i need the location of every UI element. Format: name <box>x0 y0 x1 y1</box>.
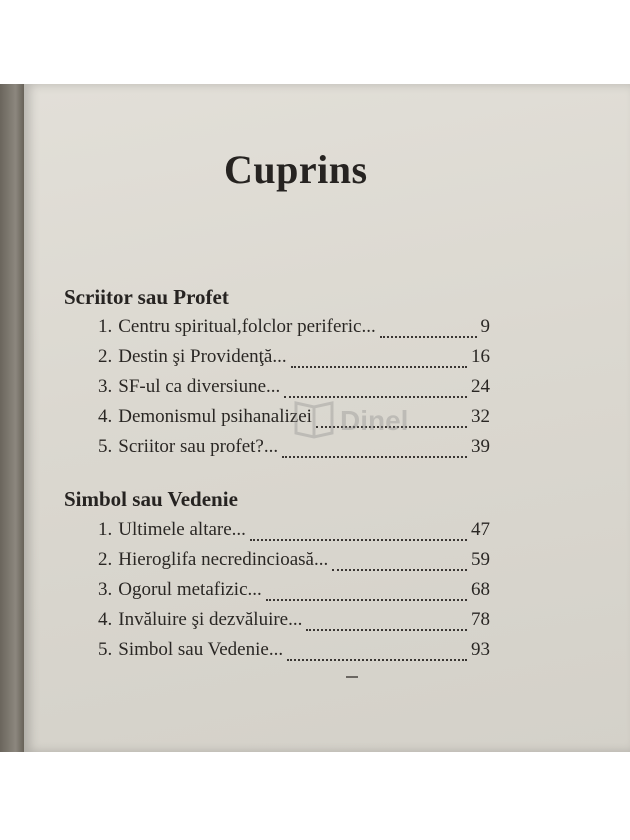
entry-page-number: 24 <box>471 376 490 397</box>
dot-leader <box>380 334 477 338</box>
entry-page-number: 32 <box>471 406 490 427</box>
dot-leader <box>291 364 467 368</box>
page-mark <box>346 676 358 678</box>
dot-leader <box>287 657 467 661</box>
entry-number: 3. <box>98 376 113 397</box>
entry-title: Demonismul psihanalizei <box>118 406 312 427</box>
toc-entry <box>98 609 490 639</box>
book-icon <box>290 393 338 441</box>
dot-leader <box>306 627 467 631</box>
book-spine <box>0 84 26 752</box>
watermark <box>290 377 440 447</box>
entry-number: 4. <box>98 609 113 630</box>
section-2-list <box>98 519 490 669</box>
dot-leader <box>332 567 467 571</box>
entry-title: Ultimele altare... <box>118 519 246 540</box>
toc-entry <box>98 519 490 549</box>
entry-number: 5. <box>98 639 113 660</box>
book-page <box>24 84 630 752</box>
watermark-text: Dinel <box>340 405 409 436</box>
entry-title: Scriitor sau profet?... <box>118 436 279 457</box>
book-photo <box>0 84 630 752</box>
toc-entry <box>98 549 490 579</box>
toc-entry <box>98 346 490 376</box>
entry-title: Hieroglifa necredincioasă... <box>118 549 329 570</box>
entry-title: Ogorul metafizic... <box>118 579 262 600</box>
entry-page-number: 39 <box>471 436 490 457</box>
toc-entry <box>98 316 490 346</box>
entry-page-number: 93 <box>471 639 490 660</box>
section-title-2: Simbol sau Vedenie <box>64 487 238 511</box>
dot-leader <box>266 597 467 601</box>
page-title: Cuprins <box>224 147 368 192</box>
entry-title: Invăluire şi dezvăluire... <box>118 609 303 630</box>
entry-page-number: 16 <box>471 346 490 367</box>
entry-number: 2. <box>98 346 113 367</box>
entry-page-number: 78 <box>471 609 490 630</box>
entry-number: 5. <box>98 436 113 457</box>
entry-page-number: 9 <box>480 316 490 337</box>
entry-number: 2. <box>98 549 113 570</box>
entry-page-number: 68 <box>471 579 490 600</box>
entry-number: 4. <box>98 406 113 427</box>
toc-entry <box>98 579 490 609</box>
entry-number: 3. <box>98 579 113 600</box>
entry-title: Simbol sau Vedenie... <box>118 639 284 660</box>
entry-page-number: 59 <box>471 549 490 570</box>
entry-number: 1. <box>98 316 113 337</box>
dot-leader <box>282 454 467 458</box>
entry-title: SF-ul ca diversiune... <box>118 376 281 397</box>
entry-title: Centru spiritual,folclor periferic... <box>118 316 376 337</box>
toc-entry <box>98 639 490 669</box>
section-title-1: Scriitor sau Profet <box>64 285 229 309</box>
entry-number: 1. <box>98 519 113 540</box>
entry-page-number: 47 <box>471 519 490 540</box>
dot-leader <box>250 537 467 541</box>
entry-title: Destin şi Providenţă... <box>118 346 287 367</box>
